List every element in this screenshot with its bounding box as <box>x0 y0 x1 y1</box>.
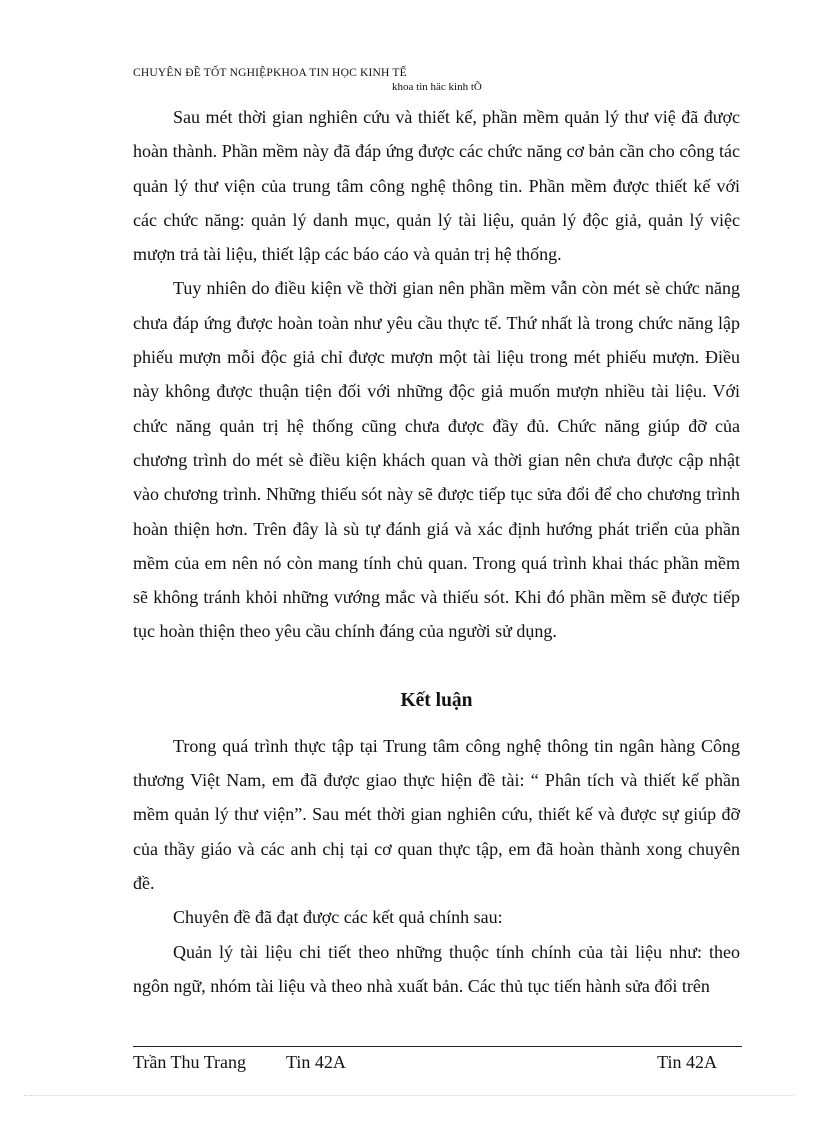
section-title-conclusion: Kết luận <box>400 689 473 711</box>
footer-class-left: Tin 42A <box>286 1052 346 1072</box>
footer-class-right: Tin 42A <box>657 1052 717 1072</box>
footer-author: Trần Thu Trang <box>133 1052 247 1072</box>
paragraph-internship: Trong quá trình thực tập tại Trung tâm công nghệ thông tin ngân hàng Công thương Việt Nam, em đã được giao thực hiện đề tài: “ Phân tích và thiết kế phần mềm quản lý thư viện”. Sau mét thời gian nghiên cứu, thiết kế và được sự giúp đỡ của thầy giáo và các anh chị tại cơ quan thực tập, em đã hoàn thành xong chuyên đề. <box>133 735 740 893</box>
page-bottom-dotted-line <box>24 1095 794 1096</box>
paragraph-document-management: Quản lý tài liệu chi tiết theo những thuộc tính chính của tài liệu như: theo ngôn ngữ, nhóm tài liệu và theo nhà xuất bản. Các thủ tục tiến hành sửa đổi trên <box>133 941 740 996</box>
footer-divider <box>133 1046 742 1047</box>
paragraph-limitations: Tuy nhiên do điều kiện về thời gian nên phần mềm vẫn còn mét sè chức năng chưa đáp ứng được hoàn toàn như yêu cầu thực tế. Thứ nhất là trong chức năng lập phiếu mượn mỗi độc giả chỉ được mượn một tài liệu trong mét phiếu mượn. Điều này không được thuận tiện đối với những độc giả muốn mượn nhiều tài liệu. Với chức năng quản trị hệ thống cũng chưa được đầy đủ. Chức năng giúp đỡ của chương trình do mét sè điều kiện khách quan và thời gian nên chưa được cập nhật vào chương trình. Những thiếu sót này sẽ được tiếp tục sửa đổi để cho chương trình hoàn thiện hơn. Trên đây là sù tự đánh giá và xác định hướng phát triển của phần mềm của em nên nó còn mang tính chủ quan. Trong quá trình khai thác phần mềm sẽ không tránh khỏi những vướng mắc và thiếu sót. Khi đó phần mềm sẽ được tiếp tục hoàn thiện theo yêu cầu chính đáng của người sử dụng. <box>133 278 740 642</box>
running-header-subtitle: khoa tin häc kinh tÕ <box>392 81 482 93</box>
footer-left <box>133 1052 346 1073</box>
page-footer <box>133 1052 717 1073</box>
running-header: CHUYÊN ĐỀ TỐT NGHIỆPKHOA TIN HỌC KINH TẾ <box>133 67 407 79</box>
document-body <box>133 100 740 1003</box>
paragraph-summary: Sau mét thời gian nghiên cứu và thiết kế, phần mềm quản lý thư việ đã được hoàn thành. Phần mềm này đã đáp ứng được các chức năng cơ bản cần cho công tác quản lý thư viện của trung tâm công nghệ thông tin. Phần mềm được thiết kế với các chức năng: quản lý danh mục, quản lý tài liệu, quản lý độc giả, quản lý việc mượn trả tài liệu, thiết lập các báo cáo và quản trị hệ thống. <box>133 107 740 265</box>
paragraph-results-intro: Chuyên đề đã đạt được các kết quả chính sau: <box>173 907 503 928</box>
